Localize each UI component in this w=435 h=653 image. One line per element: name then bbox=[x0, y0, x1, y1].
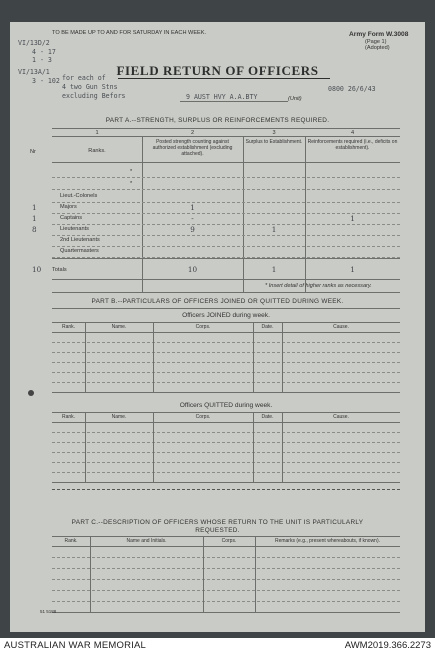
star-mark: * bbox=[130, 181, 133, 187]
col-header-ranks: Ranks. bbox=[88, 148, 106, 154]
table-col-divider bbox=[253, 412, 254, 482]
table-col-divider bbox=[90, 536, 91, 612]
rank-label: Captains bbox=[60, 215, 83, 221]
typed-calc-1: 4 - 17 bbox=[32, 48, 56, 56]
table-header-rule bbox=[52, 422, 400, 423]
typed-ref-1: VI/13D/2 bbox=[18, 39, 50, 47]
table-row-rule bbox=[52, 342, 400, 343]
rank-label: Majors bbox=[60, 204, 77, 210]
table-bottom-rule bbox=[52, 612, 400, 613]
table-col-header: Cause. bbox=[333, 414, 349, 420]
table-row-rule bbox=[52, 557, 400, 558]
typed-calc-2: 1 - 3 bbox=[32, 56, 52, 64]
rank-posted: 9 bbox=[190, 225, 195, 234]
institution-name: AUSTRALIAN WAR MEMORIAL bbox=[4, 640, 147, 651]
table-col-divider bbox=[85, 412, 86, 482]
rank-nr: 1 bbox=[32, 214, 37, 223]
col-header-surplus: Surplus to Establishment. bbox=[245, 139, 303, 145]
quitted-heading: Officers QUITTED during week. bbox=[179, 402, 273, 409]
table-row-rule bbox=[52, 442, 400, 443]
part-a-footnote: * Insert detail of higher ranks as necessary. bbox=[265, 283, 372, 289]
table-col-divider bbox=[85, 322, 86, 392]
table-col-header: Rank. bbox=[61, 414, 76, 420]
table-row-rule bbox=[52, 452, 400, 453]
unit-value: 9 AUST HVY A.A.BTY bbox=[186, 93, 258, 101]
table-col-header: Name. bbox=[111, 414, 127, 420]
nr-label: Nr bbox=[30, 149, 36, 155]
header-bottom-rule bbox=[52, 162, 400, 163]
table-col-header: Date. bbox=[261, 324, 274, 330]
totals-nr: 10 bbox=[32, 265, 42, 274]
table-header-rule bbox=[52, 546, 400, 547]
table-col-header: Rank. bbox=[61, 324, 76, 330]
table-col-header: Corps. bbox=[221, 538, 237, 544]
totals-bottom-rule bbox=[52, 279, 400, 280]
rank-label: Quartermasters bbox=[60, 248, 99, 254]
part-c-heading-line2: REQUESTED. bbox=[195, 527, 240, 534]
table-col-divider bbox=[282, 322, 283, 392]
form-adopted: (Adopted) bbox=[365, 45, 390, 51]
typed-note-1: for each of bbox=[62, 74, 106, 82]
typed-calc-3: 3 - 102 bbox=[32, 77, 60, 85]
rank-surplus: 1 bbox=[271, 225, 277, 234]
table-bottom-rule bbox=[52, 482, 400, 483]
col-number-1: 1 bbox=[95, 130, 99, 136]
totals-top-rule bbox=[52, 258, 400, 259]
col-number-2: 2 bbox=[190, 130, 195, 136]
table-row-rule bbox=[52, 601, 400, 602]
table-row-rule bbox=[52, 590, 400, 591]
table-col-header: Name. bbox=[111, 324, 127, 330]
rank-label: 2nd Lieutenants bbox=[60, 237, 100, 243]
table-row-rule bbox=[52, 472, 400, 473]
joined-heading: Officers JOINED during week. bbox=[182, 312, 270, 319]
table-row-rule bbox=[52, 579, 400, 580]
table-col-header: Date. bbox=[261, 414, 274, 420]
table-col-divider bbox=[253, 322, 254, 392]
table-row-rule bbox=[52, 382, 400, 383]
typed-note-2: 4 two Gun Stns bbox=[62, 83, 118, 91]
col-header-posted: Posted strength counting against authorized establishment (excluding attached). bbox=[152, 139, 233, 157]
row-rule bbox=[52, 246, 400, 247]
table-header-rule bbox=[52, 332, 400, 333]
table-col-divider bbox=[203, 536, 204, 612]
punch-hole bbox=[28, 390, 34, 396]
table-row-rule bbox=[52, 568, 400, 569]
unit-line bbox=[180, 101, 288, 102]
rank-nr: 8 bbox=[32, 225, 37, 234]
table-bottom-rule bbox=[52, 392, 400, 393]
form-name: Army Form W.3008 bbox=[349, 31, 409, 38]
table-col-header: Corps. bbox=[195, 324, 211, 330]
table-row-rule bbox=[52, 462, 400, 463]
form-paper bbox=[10, 22, 425, 632]
rank-label: Lieut.-Colonels bbox=[60, 193, 98, 199]
unit-label: (Unit) bbox=[288, 96, 302, 102]
col-number-3: 3 bbox=[272, 130, 276, 136]
table-top-rule bbox=[52, 536, 400, 537]
table-col-header: Remarks (e.g., present whereabouts, if known). bbox=[274, 538, 381, 544]
part-a-bottom-rule bbox=[52, 292, 400, 293]
rank-nr: 1 bbox=[32, 203, 37, 212]
part-b-heading: PART B.--PARTICULARS OF OFFICERS JOINED OR QUITTED DURING WEEK. bbox=[91, 298, 344, 305]
totals-reinforcements: 1 bbox=[350, 265, 355, 274]
table-col-divider bbox=[282, 412, 283, 482]
part-b-rule bbox=[52, 308, 400, 309]
print-code: 51 5188 bbox=[40, 609, 57, 614]
star-mark: * bbox=[130, 169, 133, 175]
totals-posted: 10 bbox=[187, 265, 198, 274]
table-col-divider bbox=[255, 536, 256, 612]
form-page: (Page 1) bbox=[365, 39, 387, 45]
rank-reinforcements: 1 bbox=[350, 214, 355, 223]
row-rule bbox=[52, 189, 400, 190]
col-number-4: 4 bbox=[350, 130, 355, 136]
col-header-reinforcements: Reinforcements required (i.e., deficits on establishment). bbox=[307, 139, 398, 151]
rank-label: Lieutenants bbox=[60, 226, 89, 232]
table-row-rule bbox=[52, 372, 400, 373]
typed-note-3: excluding Befors bbox=[62, 92, 126, 100]
row-rule bbox=[52, 235, 400, 236]
row-rule bbox=[52, 177, 400, 178]
rank-posted: - bbox=[191, 214, 194, 223]
table-col-divider bbox=[153, 322, 154, 392]
accession-number: AWM2019.366.2273 bbox=[344, 640, 431, 651]
typed-ref-2: VI/13A/1 bbox=[18, 68, 50, 76]
totals-label: Totals bbox=[52, 267, 67, 273]
table-top-rule bbox=[52, 412, 400, 413]
part-c-heading-line1: PART C.--DESCRIPTION OF OFFICERS WHOSE RETURN TO THE UNIT IS PARTICULARLY bbox=[71, 519, 364, 526]
table-col-header: Rank. bbox=[64, 538, 78, 544]
part-a-heading: PART A.--STRENGTH, SURPLUS OR REINFORCEMENTS REQUIRED. bbox=[105, 117, 330, 124]
table-col-header: Corps. bbox=[195, 414, 211, 420]
part-a-top-rule bbox=[52, 128, 400, 129]
typed-time-date: 0800 26/6/43 bbox=[328, 85, 376, 93]
table-col-header: Name and Initials. bbox=[126, 538, 167, 544]
table-top-rule bbox=[52, 322, 400, 323]
form-title: FIELD RETURN OF OFFICERS bbox=[116, 63, 319, 78]
form-instruction: TO BE MADE UP TO AND FOR SATURDAY IN EACH WEEK. bbox=[52, 30, 207, 36]
header-rule bbox=[52, 136, 400, 137]
totals-surplus: 1 bbox=[271, 265, 277, 274]
table-col-header: Cause. bbox=[333, 324, 349, 330]
title-underline bbox=[118, 78, 330, 79]
table-row-rule bbox=[52, 432, 400, 433]
table-row-rule bbox=[52, 362, 400, 363]
table-row-rule bbox=[52, 352, 400, 353]
rank-posted: 1 bbox=[190, 203, 195, 212]
table-col-divider bbox=[153, 412, 154, 482]
footer-bar bbox=[0, 638, 435, 653]
perforation-line bbox=[52, 489, 400, 490]
